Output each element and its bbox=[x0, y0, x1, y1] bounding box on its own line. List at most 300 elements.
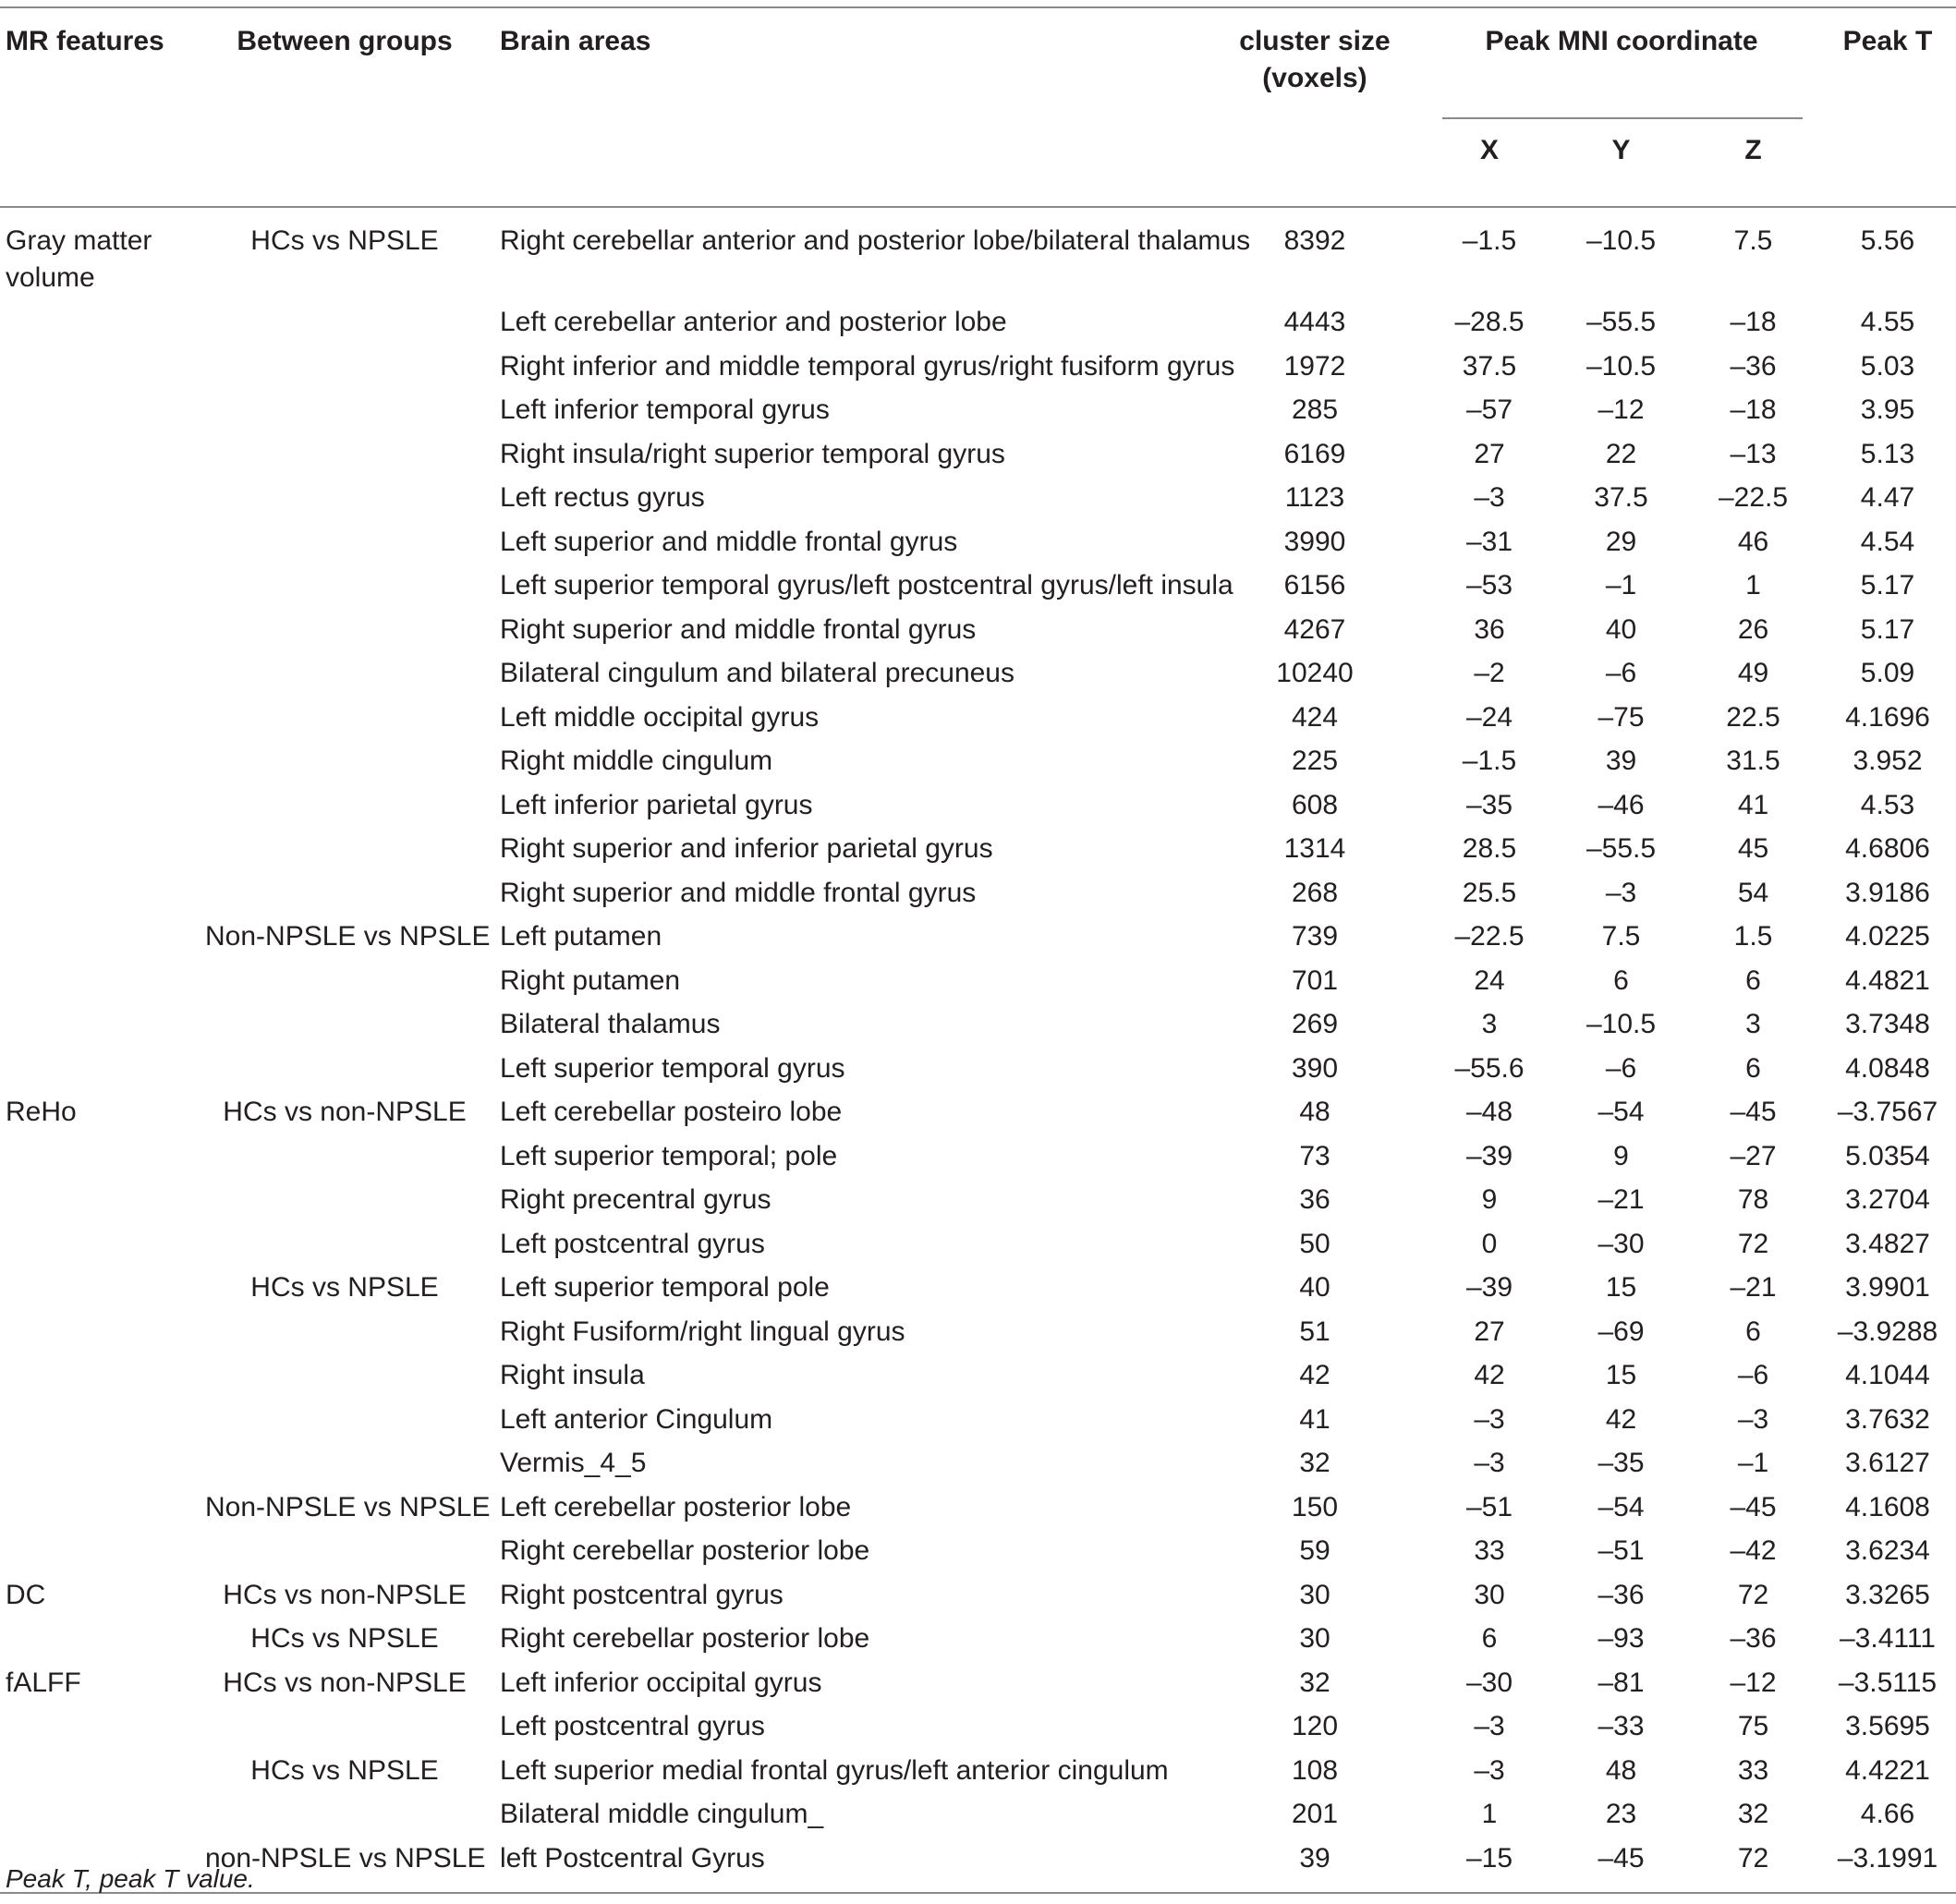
peak-x-cell: –28.5 bbox=[1454, 307, 1525, 337]
peak-y-cell: 40 bbox=[1605, 613, 1637, 645]
cluster-size-cell: 8392 bbox=[1283, 225, 1346, 256]
peak-z-cell: –1 bbox=[1737, 1448, 1769, 1478]
table-row bbox=[0, 1489, 1956, 1534]
table-row bbox=[0, 1533, 1956, 1577]
brain-area-cell: Right insula bbox=[500, 1360, 645, 1390]
peak-z-cell: 46 bbox=[1737, 526, 1769, 557]
peak-t-cell: 4.4821 bbox=[1845, 964, 1930, 996]
between-groups-cell: non-NPSLE vs NPSLE bbox=[205, 1842, 486, 1874]
peak-y-cell: –45 bbox=[1598, 1842, 1645, 1874]
table-row bbox=[0, 392, 1956, 436]
mr-feature-cell bbox=[0, 1620, 205, 1665]
peak-z-cell: 78 bbox=[1737, 1184, 1769, 1215]
mr-feature-cell bbox=[0, 1138, 205, 1182]
cluster-size-cell: 739 bbox=[1291, 921, 1339, 952]
mr-feature-cell bbox=[0, 1226, 205, 1270]
brain-area-cell: left Postcentral Gyrus bbox=[500, 1842, 765, 1874]
between-groups-cell bbox=[205, 348, 484, 393]
between-groups-cell bbox=[205, 1138, 484, 1182]
header-y: Y bbox=[1611, 135, 1631, 165]
mr-feature-cell bbox=[0, 1401, 205, 1446]
peak-z-cell: –18 bbox=[1730, 307, 1777, 337]
table-row bbox=[0, 1138, 1956, 1182]
peak-x-cell: –39 bbox=[1465, 1140, 1513, 1171]
peak-x-cell: 28.5 bbox=[1462, 833, 1517, 864]
peak-y-cell: –36 bbox=[1598, 1579, 1645, 1610]
brain-area-cell: Right cerebellar posterior lobe bbox=[500, 1623, 870, 1654]
cluster-size-cell: 424 bbox=[1291, 701, 1339, 733]
peak-t-cell: 3.5695 bbox=[1845, 1711, 1930, 1741]
peak-t-cell: 5.17 bbox=[1860, 613, 1915, 645]
peak-x-cell: –3 bbox=[1474, 1754, 1505, 1786]
peak-z-cell: 26 bbox=[1737, 613, 1769, 645]
peak-z-cell: 6 bbox=[1745, 964, 1761, 996]
peak-y-cell: –33 bbox=[1598, 1711, 1645, 1741]
peak-y-cell: –30 bbox=[1598, 1228, 1645, 1259]
between-groups-cell bbox=[205, 963, 484, 1007]
peak-y-cell: –54 bbox=[1598, 1097, 1645, 1127]
peak-y-cell: –6 bbox=[1605, 1052, 1637, 1084]
peak-x-cell: 36 bbox=[1474, 613, 1505, 645]
brain-area-cell: Left putamen bbox=[500, 921, 662, 952]
peak-t-cell: 4.1044 bbox=[1845, 1360, 1930, 1390]
table-row bbox=[0, 207, 1956, 304]
peak-y-cell: –46 bbox=[1598, 789, 1645, 820]
cluster-size-cell: 50 bbox=[1299, 1228, 1330, 1259]
table-row bbox=[0, 787, 1956, 831]
peak-z-cell: 75 bbox=[1737, 1711, 1769, 1741]
brain-area-cell: Left superior temporal; pole bbox=[500, 1140, 838, 1171]
brain-area-cell: Right Fusiform/right lingual gyrus bbox=[500, 1316, 905, 1347]
peak-z-cell: –36 bbox=[1730, 1623, 1777, 1654]
peak-x-cell: 42 bbox=[1474, 1360, 1505, 1390]
table-row bbox=[0, 1620, 1956, 1665]
table-row bbox=[0, 304, 1956, 348]
peak-y-cell: 29 bbox=[1605, 526, 1637, 557]
mr-feature-cell bbox=[0, 699, 205, 744]
peak-z-cell: –12 bbox=[1730, 1667, 1777, 1698]
cluster-size-cell: 4443 bbox=[1283, 307, 1346, 337]
table-row bbox=[0, 1094, 1956, 1138]
table-row bbox=[0, 831, 1956, 875]
between-groups-cell: Non-NPSLE vs NPSLE bbox=[205, 1491, 491, 1522]
cluster-size-cell: 59 bbox=[1299, 1535, 1330, 1566]
mr-feature-cell bbox=[0, 524, 205, 568]
peak-x-cell: –35 bbox=[1465, 789, 1513, 820]
peak-t-cell: 4.1608 bbox=[1845, 1491, 1930, 1522]
header-peak-mni-label: Peak MNI coordinate bbox=[1485, 26, 1758, 56]
header-peak-mni bbox=[1424, 7, 1819, 119]
mr-feature-cell bbox=[0, 348, 205, 393]
table-row bbox=[0, 479, 1956, 524]
mr-feature-cell bbox=[0, 1269, 205, 1314]
brain-area-cell: Bilateral middle cingulum_ bbox=[500, 1799, 824, 1829]
between-groups-cell bbox=[205, 655, 484, 699]
table-row bbox=[0, 699, 1956, 744]
peak-z-cell: –45 bbox=[1730, 1491, 1777, 1522]
table-row bbox=[0, 436, 1956, 480]
cluster-size-cell: 201 bbox=[1291, 1799, 1339, 1829]
between-groups-cell: HCs vs NPSLE bbox=[250, 1272, 439, 1303]
peak-y-cell: –6 bbox=[1605, 658, 1637, 688]
peak-y-cell: –12 bbox=[1598, 394, 1645, 425]
brain-area-cell: Left superior temporal gyrus bbox=[500, 1052, 845, 1084]
brain-area-cell: Right insula/right superior temporal gyrus bbox=[500, 438, 1005, 469]
brain-area-cell: Right superior and middle frontal gyrus bbox=[500, 613, 977, 645]
between-groups-cell bbox=[205, 1708, 484, 1752]
table-footnote: Peak T, peak T value. bbox=[6, 1864, 255, 1893]
peak-y-cell: –10.5 bbox=[1585, 350, 1657, 382]
cluster-size-cell: 6156 bbox=[1283, 570, 1346, 600]
cluster-size-cell: 150 bbox=[1291, 1491, 1339, 1522]
cluster-size-cell: 6169 bbox=[1283, 438, 1346, 469]
brain-area-cell: Left cerebellar anterior and posterior lobe bbox=[500, 307, 1007, 337]
peak-z-cell: 7.5 bbox=[1733, 225, 1773, 256]
mr-feature-cell bbox=[0, 304, 205, 348]
peak-z-cell: 41 bbox=[1737, 789, 1769, 820]
peak-x-cell: 27 bbox=[1474, 438, 1505, 469]
peak-x-cell: –30 bbox=[1465, 1667, 1513, 1698]
between-groups-cell: HCs vs NPSLE bbox=[250, 225, 439, 256]
peak-z-cell: 6 bbox=[1745, 1052, 1761, 1084]
peak-t-cell: 3.6127 bbox=[1845, 1448, 1930, 1478]
header-cluster-size bbox=[1206, 7, 1424, 207]
cluster-size-cell: 51 bbox=[1299, 1316, 1330, 1347]
peak-t-cell: 3.7632 bbox=[1845, 1403, 1930, 1435]
between-groups-cell bbox=[205, 875, 484, 919]
peak-t-cell: 4.47 bbox=[1860, 482, 1915, 513]
table-row bbox=[0, 1357, 1956, 1401]
table-row bbox=[0, 1665, 1956, 1709]
between-groups-cell: HCs vs NPSLE bbox=[250, 1754, 439, 1786]
peak-y-cell: 23 bbox=[1605, 1799, 1637, 1829]
peak-y-cell: –3 bbox=[1605, 877, 1637, 908]
peak-x-cell: –51 bbox=[1465, 1491, 1513, 1522]
brain-area-cell: Right precentral gyrus bbox=[500, 1184, 771, 1215]
table-row bbox=[0, 1445, 1956, 1489]
between-groups-cell bbox=[205, 524, 484, 568]
between-groups-cell bbox=[205, 699, 484, 744]
cluster-size-cell: 30 bbox=[1299, 1579, 1330, 1610]
peak-z-cell: 1.5 bbox=[1733, 921, 1773, 952]
mr-feature-cell bbox=[0, 1314, 205, 1358]
peak-z-cell: 22.5 bbox=[1726, 701, 1780, 733]
between-groups-cell bbox=[205, 1401, 484, 1446]
mr-feature-cell bbox=[0, 1752, 205, 1797]
peak-x-cell: –53 bbox=[1465, 570, 1513, 600]
peak-y-cell: –10.5 bbox=[1585, 225, 1657, 256]
peak-x-cell: –2 bbox=[1474, 658, 1505, 688]
peak-t-cell: 3.95 bbox=[1860, 394, 1915, 425]
brain-area-cell: Left inferior occipital gyrus bbox=[500, 1667, 822, 1698]
peak-y-cell: 7.5 bbox=[1601, 921, 1641, 952]
peak-t-cell: 3.9186 bbox=[1845, 877, 1930, 908]
peak-t-cell: 3.952 bbox=[1853, 746, 1923, 776]
brain-area-cell: Left superior temporal gyrus/left postcentral gyrus/left insula bbox=[500, 570, 1233, 600]
peak-t-cell: –3.4111 bbox=[1840, 1623, 1936, 1654]
peak-t-cell: 5.17 bbox=[1860, 570, 1915, 600]
brain-area-cell: Right cerebellar anterior and posterior lobe/bilateral thalamus bbox=[500, 225, 1251, 256]
peak-t-cell: 4.0225 bbox=[1845, 921, 1930, 952]
peak-z-cell: –3 bbox=[1737, 1403, 1769, 1435]
mr-feature-cell bbox=[0, 831, 205, 875]
mr-feature-cell bbox=[0, 1445, 205, 1489]
header-brain-areas: Brain areas bbox=[500, 26, 651, 56]
between-groups-cell bbox=[205, 1796, 484, 1840]
brain-area-cell: Left cerebellar posteiro lobe bbox=[500, 1097, 843, 1127]
peak-x-cell: –1.5 bbox=[1462, 225, 1517, 256]
peak-y-cell: –1 bbox=[1605, 570, 1637, 600]
peak-t-cell: 4.55 bbox=[1860, 307, 1915, 337]
brain-area-cell: Left superior temporal pole bbox=[500, 1272, 830, 1303]
brain-area-cell: Right inferior and middle temporal gyrus/right fusiform gyrus bbox=[500, 350, 1235, 382]
peak-z-cell: 31.5 bbox=[1726, 746, 1780, 776]
peak-z-cell: –45 bbox=[1730, 1097, 1777, 1127]
peak-x-cell: 1 bbox=[1481, 1799, 1498, 1829]
peak-z-cell: 72 bbox=[1737, 1228, 1769, 1259]
peak-t-cell: 3.6234 bbox=[1845, 1535, 1930, 1566]
cluster-size-cell: 32 bbox=[1299, 1448, 1330, 1478]
peak-z-cell: 72 bbox=[1737, 1842, 1769, 1874]
between-groups-cell bbox=[205, 1226, 484, 1270]
between-groups-cell: HCs vs non-NPSLE bbox=[223, 1667, 467, 1698]
peak-t-cell: 4.66 bbox=[1860, 1799, 1915, 1829]
cluster-size-cell: 390 bbox=[1291, 1052, 1339, 1084]
table-row bbox=[0, 963, 1956, 1007]
peak-x-cell: –15 bbox=[1465, 1842, 1513, 1874]
table-row bbox=[0, 348, 1956, 393]
header-cluster-size-line1: cluster size bbox=[1239, 26, 1391, 56]
mr-feature-cell bbox=[0, 1182, 205, 1226]
peak-t-cell: 4.4221 bbox=[1845, 1754, 1930, 1786]
between-groups-cell bbox=[205, 743, 484, 787]
mr-feature-cell bbox=[0, 479, 205, 524]
brain-area-cell: Left middle occipital gyrus bbox=[500, 701, 820, 733]
peak-x-cell: –39 bbox=[1465, 1272, 1513, 1303]
peak-z-cell: 3 bbox=[1745, 1009, 1761, 1039]
peak-z-cell: –27 bbox=[1730, 1140, 1777, 1171]
mr-feature-cell bbox=[0, 743, 205, 787]
between-groups-cell bbox=[205, 831, 484, 875]
peak-t-cell: 5.56 bbox=[1860, 225, 1915, 256]
peak-y-cell: –54 bbox=[1598, 1491, 1645, 1522]
mr-feature-cell bbox=[0, 612, 205, 656]
table-row bbox=[0, 1269, 1956, 1314]
between-groups-cell: HCs vs non-NPSLE bbox=[223, 1579, 467, 1610]
peak-y-cell: 15 bbox=[1605, 1272, 1637, 1303]
cluster-size-cell: 32 bbox=[1299, 1667, 1330, 1698]
mr-feature-cell bbox=[0, 1489, 205, 1534]
peak-z-cell: –6 bbox=[1737, 1360, 1769, 1390]
between-groups-cell: HCs vs NPSLE bbox=[250, 1623, 439, 1654]
peak-z-cell: –36 bbox=[1730, 350, 1777, 382]
peak-x-cell: 25.5 bbox=[1462, 877, 1517, 908]
table-row bbox=[0, 875, 1956, 919]
peak-t-cell: 4.53 bbox=[1860, 789, 1915, 820]
table-row bbox=[0, 655, 1956, 699]
peak-x-cell: 0 bbox=[1481, 1228, 1498, 1259]
mr-feature-cell: Gray matter volume bbox=[6, 225, 152, 293]
brain-area-cell: Right superior and middle frontal gyrus bbox=[500, 877, 977, 908]
cluster-size-cell: 48 bbox=[1299, 1097, 1330, 1127]
mr-feature-cell bbox=[0, 1357, 205, 1401]
peak-x-cell: –48 bbox=[1465, 1097, 1513, 1127]
peak-z-cell: –42 bbox=[1730, 1535, 1777, 1566]
peak-t-cell: 5.03 bbox=[1860, 350, 1915, 382]
between-groups-cell bbox=[205, 567, 484, 612]
peak-x-cell: 3 bbox=[1481, 1009, 1498, 1039]
mr-feature-cell bbox=[0, 1006, 205, 1050]
mr-feature-cell bbox=[0, 918, 205, 963]
brain-area-cell: Left superior medial frontal gyrus/left anterior cingulum bbox=[500, 1754, 1169, 1786]
between-groups-cell bbox=[205, 1314, 484, 1358]
cluster-size-cell: 36 bbox=[1299, 1184, 1330, 1215]
peak-y-cell: –93 bbox=[1598, 1623, 1645, 1654]
brain-area-cell: Bilateral cingulum and bilateral precuneus bbox=[500, 658, 1014, 688]
cluster-size-cell: 1972 bbox=[1283, 350, 1346, 382]
peak-y-cell: 39 bbox=[1605, 746, 1637, 776]
peak-z-cell: 72 bbox=[1737, 1579, 1769, 1610]
peak-t-cell: –3.5115 bbox=[1838, 1667, 1938, 1698]
peak-y-cell: 6 bbox=[1613, 964, 1629, 996]
peak-y-cell: –55.5 bbox=[1585, 307, 1657, 337]
table-header bbox=[0, 7, 1956, 207]
brain-area-cell: Right postcentral gyrus bbox=[500, 1579, 784, 1610]
table-row bbox=[0, 1006, 1956, 1050]
between-groups-cell bbox=[205, 1006, 484, 1050]
between-groups-cell bbox=[205, 612, 484, 656]
peak-y-cell: 37.5 bbox=[1594, 482, 1648, 513]
peak-y-cell: –21 bbox=[1598, 1184, 1645, 1215]
peak-x-cell: 37.5 bbox=[1462, 350, 1517, 382]
peak-z-cell: –13 bbox=[1730, 438, 1777, 469]
peak-y-cell: 15 bbox=[1605, 1360, 1637, 1390]
table-row bbox=[0, 1577, 1956, 1621]
table-row bbox=[0, 1050, 1956, 1095]
peak-y-cell: 48 bbox=[1605, 1754, 1637, 1786]
mr-feature-cell: fALFF bbox=[6, 1667, 81, 1698]
table-row bbox=[0, 1182, 1956, 1226]
peak-x-cell: –3 bbox=[1474, 1711, 1505, 1741]
peak-x-cell: –1.5 bbox=[1462, 746, 1517, 776]
peak-y-cell: –55.5 bbox=[1585, 833, 1657, 864]
peak-t-cell: 4.0848 bbox=[1845, 1052, 1930, 1084]
peak-t-cell: 3.2704 bbox=[1845, 1184, 1930, 1215]
peak-x-cell: –31 bbox=[1465, 526, 1513, 557]
peak-t-cell: –3.9288 bbox=[1837, 1316, 1938, 1347]
table-row bbox=[0, 918, 1956, 963]
brain-area-cell: Left inferior temporal gyrus bbox=[500, 394, 830, 425]
cluster-size-cell: 608 bbox=[1291, 789, 1339, 820]
brain-area-cell: Left postcentral gyrus bbox=[500, 1711, 765, 1741]
cluster-size-cell: 269 bbox=[1291, 1009, 1339, 1039]
brain-area-cell: Right cerebellar posterior lobe bbox=[500, 1535, 870, 1566]
peak-z-cell: –22.5 bbox=[1718, 482, 1789, 513]
cluster-size-cell: 108 bbox=[1291, 1754, 1339, 1786]
peak-x-cell: –3 bbox=[1474, 1448, 1505, 1478]
header-z: Z bbox=[1744, 135, 1762, 165]
peak-x-cell: –55.6 bbox=[1454, 1052, 1525, 1084]
peak-x-cell: –3 bbox=[1474, 482, 1505, 513]
peak-x-cell: 24 bbox=[1474, 964, 1505, 996]
between-groups-cell: Non-NPSLE vs NPSLE bbox=[205, 921, 491, 952]
peak-x-cell: –24 bbox=[1465, 701, 1513, 733]
cluster-size-cell: 268 bbox=[1291, 877, 1339, 908]
peak-t-cell: 3.3265 bbox=[1845, 1579, 1930, 1610]
peak-z-cell: 1 bbox=[1745, 570, 1761, 600]
cluster-size-cell: 1314 bbox=[1283, 833, 1346, 864]
cluster-size-cell: 4267 bbox=[1283, 613, 1346, 645]
peak-t-cell: 4.6806 bbox=[1845, 833, 1930, 864]
table-row bbox=[0, 1796, 1956, 1840]
peak-t-cell: 4.54 bbox=[1860, 526, 1915, 557]
brain-area-cell: Bilateral thalamus bbox=[500, 1009, 721, 1039]
peak-z-cell: 45 bbox=[1737, 833, 1769, 864]
header-coord-rule bbox=[1442, 117, 1803, 119]
peak-t-cell: 5.13 bbox=[1860, 438, 1915, 469]
between-groups-cell bbox=[205, 479, 484, 524]
between-groups-cell bbox=[205, 1357, 484, 1401]
table-row bbox=[0, 1314, 1956, 1358]
between-groups-cell bbox=[205, 1050, 484, 1095]
brain-area-cell: Right putamen bbox=[500, 964, 681, 996]
brain-area-cell: Left cerebellar posterior lobe bbox=[500, 1491, 852, 1522]
peak-x-cell: 9 bbox=[1481, 1184, 1498, 1215]
header-between-groups: Between groups bbox=[237, 26, 453, 56]
peak-y-cell: 42 bbox=[1605, 1403, 1637, 1435]
peak-t-cell: 4.1696 bbox=[1845, 701, 1930, 733]
brain-area-cell: Left inferior parietal gyrus bbox=[500, 789, 813, 820]
brain-area-cell: Left postcentral gyrus bbox=[500, 1228, 765, 1259]
header-mr-features: MR features bbox=[6, 26, 164, 56]
table-row bbox=[0, 1226, 1956, 1270]
peak-y-cell: –35 bbox=[1598, 1448, 1645, 1478]
mr-feature-cell bbox=[0, 1796, 205, 1840]
table-row bbox=[0, 1840, 1956, 1893]
peak-y-cell: –69 bbox=[1598, 1316, 1645, 1347]
brain-area-cell: Vermis_4_5 bbox=[500, 1448, 647, 1478]
mr-feature-cell bbox=[0, 392, 205, 436]
peak-z-cell: 33 bbox=[1737, 1754, 1769, 1786]
between-groups-cell bbox=[205, 304, 484, 348]
brain-area-cell: Right superior and inferior parietal gyrus bbox=[500, 833, 993, 864]
cluster-size-cell: 285 bbox=[1291, 394, 1339, 425]
between-groups-cell bbox=[205, 1445, 484, 1489]
peak-z-cell: 49 bbox=[1737, 658, 1769, 688]
brain-area-cell: Right middle cingulum bbox=[500, 746, 773, 776]
mr-feature-cell bbox=[0, 436, 205, 480]
peak-y-cell: –51 bbox=[1598, 1535, 1645, 1566]
cluster-size-cell: 40 bbox=[1299, 1272, 1330, 1303]
mr-feature-cell bbox=[0, 1050, 205, 1095]
table-row bbox=[0, 1752, 1956, 1797]
mr-feature-cell: ReHo bbox=[6, 1097, 77, 1127]
cluster-size-cell: 3990 bbox=[1283, 526, 1346, 557]
between-groups-cell bbox=[205, 1182, 484, 1226]
peak-t-cell: 3.9901 bbox=[1845, 1272, 1930, 1303]
between-groups-cell bbox=[205, 787, 484, 831]
peak-z-cell: 54 bbox=[1737, 877, 1769, 908]
mr-feature-cell bbox=[0, 963, 205, 1007]
between-groups-cell bbox=[205, 436, 484, 480]
cluster-size-cell: 1123 bbox=[1284, 482, 1345, 513]
mr-feature-cell: DC bbox=[6, 1579, 46, 1610]
cluster-size-cell: 41 bbox=[1299, 1403, 1330, 1435]
between-groups-cell: HCs vs non-NPSLE bbox=[223, 1097, 467, 1127]
results-table bbox=[0, 6, 1956, 1894]
peak-y-cell: –10.5 bbox=[1585, 1009, 1657, 1039]
peak-t-cell: 5.09 bbox=[1860, 658, 1915, 688]
